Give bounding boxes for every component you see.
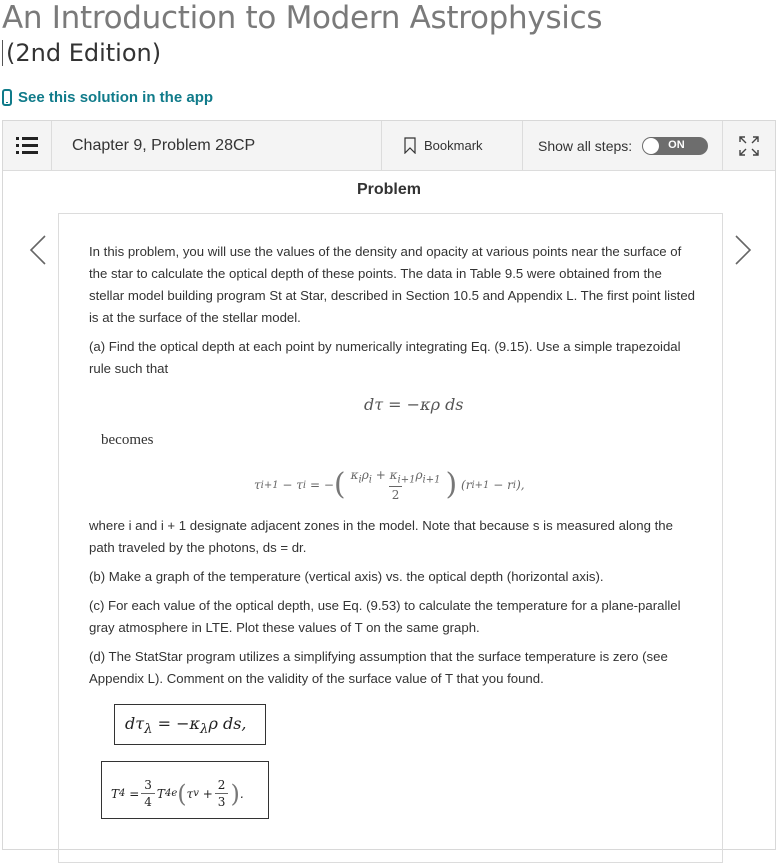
see-solution-link[interactable] <box>2 86 213 108</box>
table-of-contents-button[interactable] <box>3 121 51 170</box>
problem-part-b: (b) Make a graph of the temperature (vertical axis) vs. the optical depth (horizontal axis). <box>89 569 604 584</box>
problem-after-equation: where i and i + 1 designate adjacent zones in the model. Note that because s is measured along the path traveled by the photons, ds = dr. <box>89 518 673 555</box>
becomes-text: becomes <box>101 432 154 448</box>
problem-part-c: (c) For each value of the optical depth, use Eq. (9.53) to calculate the temperature for a plane-parallel gray atmosphere in LTE. Plot these values of T on the same graph. <box>89 598 681 635</box>
problem-part-a: (a) Find the optical depth at each point by numerically integrating Eq. (9.15). Use a simple trapezoidal rule such that <box>89 339 681 376</box>
phone-icon <box>2 89 12 106</box>
bookmark-label: Bookmark <box>424 138 483 153</box>
toggle-knob <box>643 138 659 154</box>
show-steps-label: Show all steps: <box>538 137 633 154</box>
see-solution-label: See this solution in the app <box>18 88 214 106</box>
show-all-steps <box>522 121 722 170</box>
problem-content <box>58 213 723 863</box>
text-cursor <box>2 40 3 66</box>
expand-button[interactable] <box>722 121 775 170</box>
book-title: An Introduction to Modern Astrophysics <box>2 0 603 36</box>
book-edition <box>2 39 161 67</box>
equation-image-2: T 4 = $\frac{3}{4}$ T 4 e ( τ v + $\frac{2}{3}$ ) . <box>101 761 269 819</box>
previous-arrow-icon[interactable] <box>23 233 53 267</box>
chapter-label: Chapter 9, Problem 28CP <box>51 121 381 170</box>
equation-dtau: dτ = −κρ ds <box>364 395 464 414</box>
solution-frame <box>2 120 776 850</box>
problem-intro: In this problem, you will use the values of the density and opacity at various points near the surface of the star to calculate the optical depth of these points. The data in Table 9.5 were obtained from the stellar model building program St at Star, described in Section 10.5 and Appendix L. The first point listed is at the surface of the stellar model. <box>89 244 695 325</box>
trapezoid-equation: τ i+1 − τ i = − ( $\frac{\kappa_i\rho_i + \kappa_{i+1}\rho_{i+1}}{2}$ ) (r i+1 − r i ), <box>254 467 525 503</box>
toggle-state: ON <box>668 138 685 151</box>
problem-part-d: (d) The StatStar program utilizes a simplifying assumption that the surface temperature is zero (see Appendix L). Comment on the validity of the surface value of T that you found. <box>89 649 668 686</box>
book-edition-text: (2nd Edition) <box>6 39 162 67</box>
toolbar <box>3 121 775 171</box>
bookmark-icon <box>404 137 416 154</box>
list-icon <box>16 137 38 154</box>
show-steps-toggle[interactable] <box>642 137 708 155</box>
equation-image-1: $d\tau_\lambda = -\kappa_\lambda\rho$ ds, <box>114 704 266 745</box>
bookmark-button[interactable] <box>381 121 522 170</box>
problem-heading: Problem <box>356 181 421 198</box>
next-arrow-icon[interactable] <box>728 233 758 267</box>
expand-icon <box>738 135 760 157</box>
